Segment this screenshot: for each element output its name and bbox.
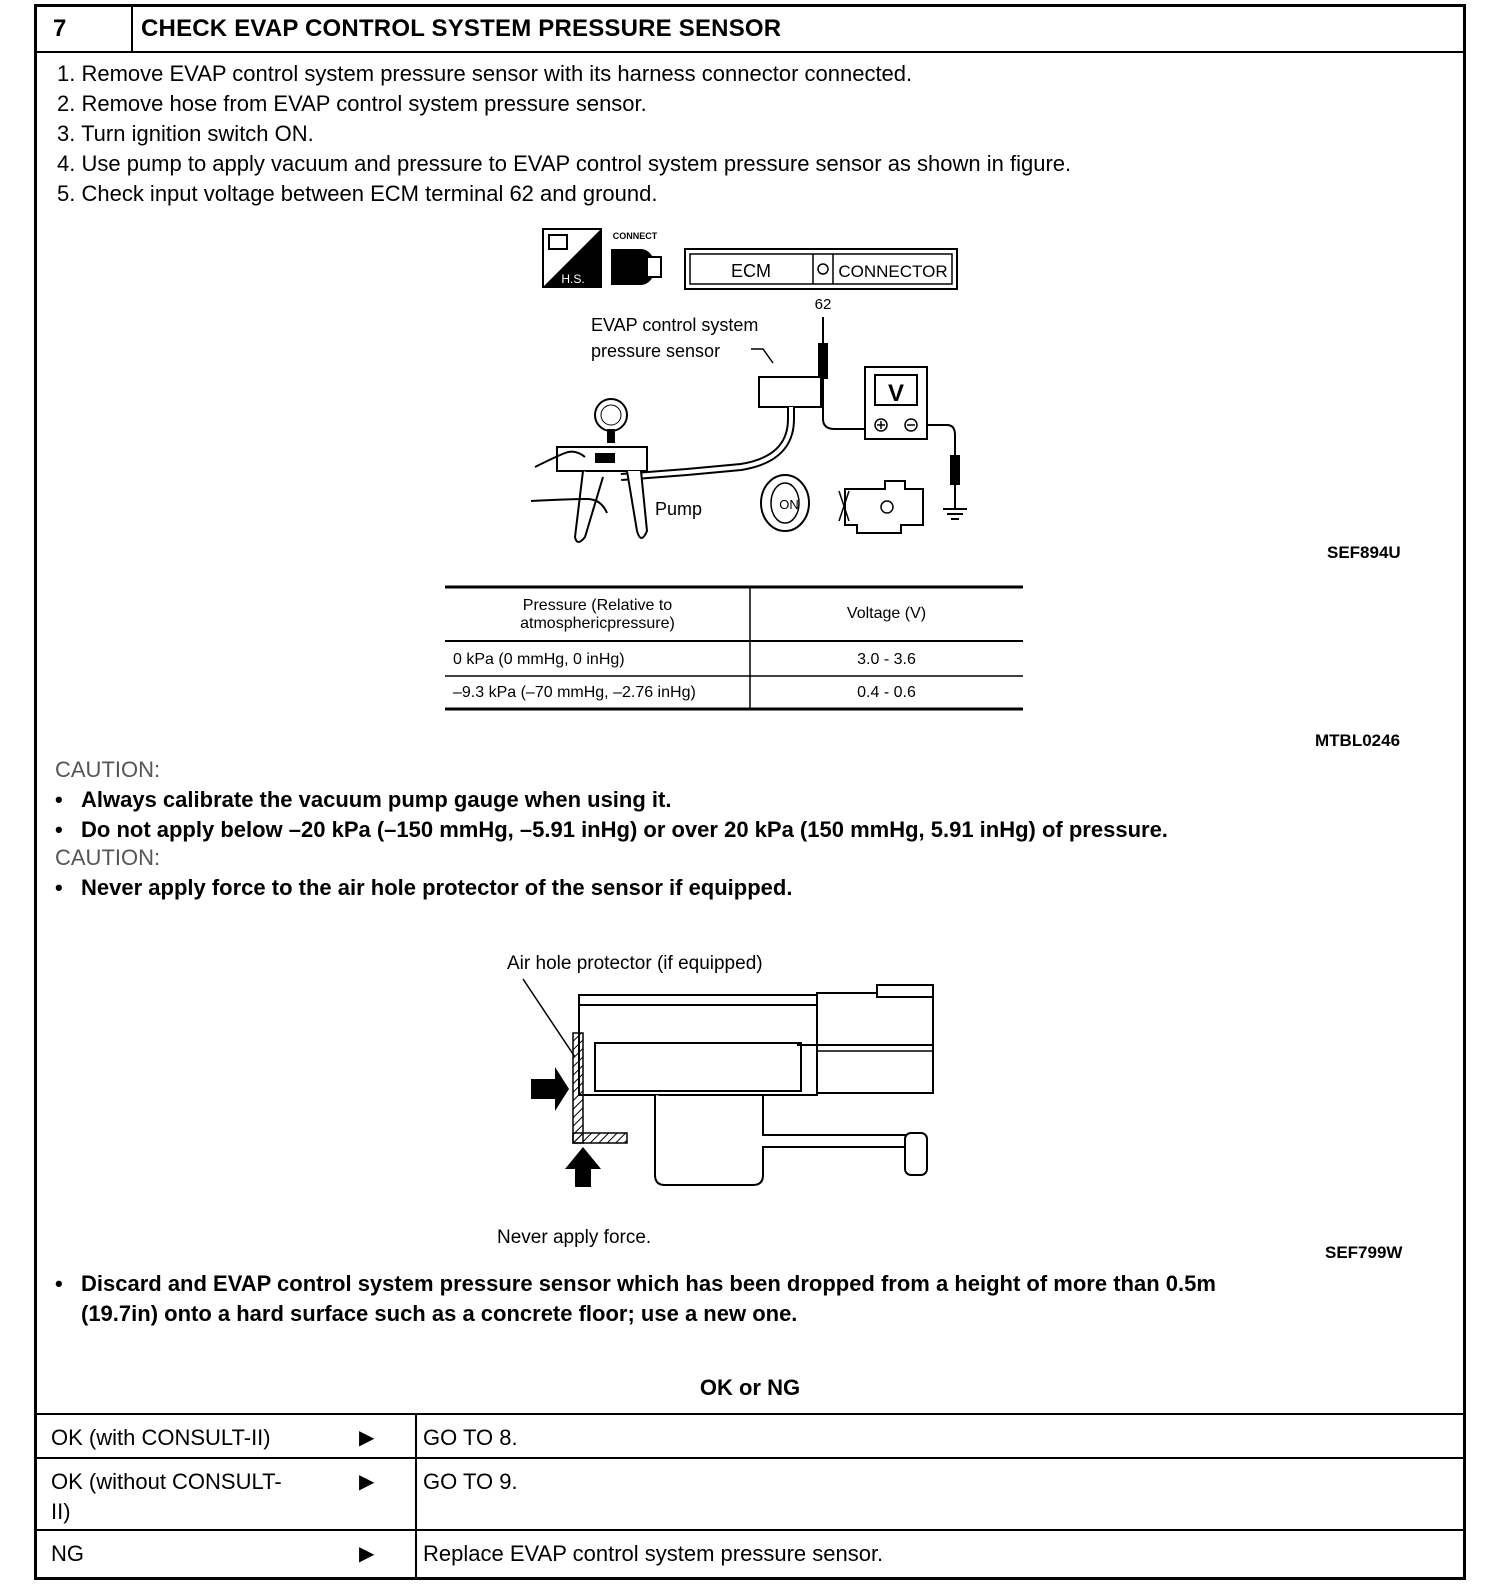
- connect-label: CONNECT: [612, 231, 658, 241]
- caution-label: CAUTION:: [55, 757, 161, 782]
- bullet-icon: •: [55, 875, 63, 900]
- pump-label: Pump: [655, 499, 703, 519]
- result-action[interactable]: GO TO 9.: [423, 1469, 518, 1494]
- result-action[interactable]: GO TO 8.: [423, 1425, 518, 1450]
- result-row[interactable]: [37, 1529, 1463, 1579]
- ecm-connector-box: [685, 249, 957, 289]
- table-header-pressure: Pressure (Relative to atmosphericpressure): [520, 597, 675, 632]
- header-divider: [131, 7, 133, 51]
- table-cell: 0 kPa (0 mmHg, 0 inHg): [453, 651, 625, 668]
- instruction-item: 2. Remove hose from EVAP control system pressure sensor.: [57, 91, 647, 116]
- table-cell: –9.3 kPa (–70 mmHg, –2.76 inHg): [453, 684, 696, 701]
- result-condition: NG: [51, 1541, 84, 1566]
- instruction-item: 1. Remove EVAP control system pressure sensor with its harness connector connected.: [57, 61, 913, 86]
- step-title: CHECK EVAP CONTROL SYSTEM PRESSURE SENSOR: [141, 15, 782, 42]
- protector-label: Air hole protector (if equipped): [507, 953, 763, 974]
- procedure-sheet: [34, 4, 1466, 1580]
- step-number: 7: [53, 15, 67, 42]
- figure-code: SEF799W: [1325, 1243, 1403, 1262]
- caution-item: • Always calibrate the vacuum pump gauge when using it.: [55, 785, 671, 815]
- hand-tool-icon: [543, 229, 601, 287]
- figure-code: SEF894U: [1327, 543, 1401, 562]
- instruction-item: 5. Check input voltage between ECM terminal 62 and ground.: [57, 181, 658, 206]
- terminal-number: 62: [814, 296, 832, 313]
- caution-item: • Never apply force to the air hole protector of the sensor if equipped.: [55, 873, 792, 903]
- bullet-icon: •: [55, 817, 63, 842]
- result-title: OK or NG: [699, 1375, 801, 1400]
- engine-icon: [839, 481, 923, 533]
- hs-icon-label: H.S.: [561, 272, 585, 286]
- arrow-right-icon: ▶: [359, 1471, 375, 1493]
- result-condition: OK (with CONSULT-II): [51, 1425, 271, 1450]
- caution-item: • Do not apply below –20 kPa (–150 mmHg, –5.91 inHg) or over 20 kPa (150 mmHg, 5.91 inHg) of pressure.: [55, 815, 1168, 845]
- result-condition: OK (without CONSULT- II): [51, 1469, 282, 1524]
- connector-plug-icon: [611, 231, 661, 285]
- table-cell: 0.4 - 0.6: [857, 684, 916, 701]
- connector-label: CONNECTOR: [838, 262, 948, 281]
- instruction-item: 3. Turn ignition switch ON.: [57, 121, 314, 146]
- arrow-right-icon: ▶: [359, 1427, 375, 1449]
- ignition-on-icon: [761, 475, 809, 531]
- table-code: MTBL0246: [1315, 731, 1401, 750]
- result-row[interactable]: [37, 1413, 1463, 1457]
- air-hole-protector-figure: [497, 947, 957, 1247]
- result-row[interactable]: [37, 1457, 1463, 1531]
- result-action[interactable]: Replace EVAP control system pressure sensor.: [423, 1541, 884, 1566]
- caution-label: CAUTION:: [55, 845, 161, 870]
- instruction-list: [57, 59, 1071, 209]
- instruction-item: 4. Use pump to apply vacuum and pressure to EVAP control system pressure sensor as shown in figure.: [57, 151, 1072, 176]
- ecm-label: ECM: [731, 261, 771, 281]
- bullet-icon: •: [55, 1271, 63, 1296]
- bullet-icon: •: [55, 787, 63, 812]
- key-on-label: ON: [779, 497, 799, 512]
- never-apply-force-label: Never apply force.: [497, 1227, 652, 1247]
- voltmeter-label: V: [887, 380, 905, 407]
- drop-warning: • Discard and EVAP control system pressure sensor which has been dropped from a height of more than 0.5m (19.7in) onto a hard surface such as a concrete floor; use a new one.: [55, 1271, 1216, 1326]
- voltage-check-figure: [487, 219, 1007, 569]
- force-arrow-up: [565, 1147, 601, 1187]
- arrow-right-icon: ▶: [359, 1543, 375, 1565]
- table-header-voltage: Voltage (V): [846, 605, 927, 622]
- step-header: [37, 7, 1463, 53]
- sensor-label-line2: pressure sensor: [591, 341, 721, 361]
- sensor-label-line1: EVAP control system: [591, 315, 759, 335]
- table-cell: 3.0 - 3.6: [857, 651, 916, 668]
- force-arrow-right: [531, 1067, 569, 1111]
